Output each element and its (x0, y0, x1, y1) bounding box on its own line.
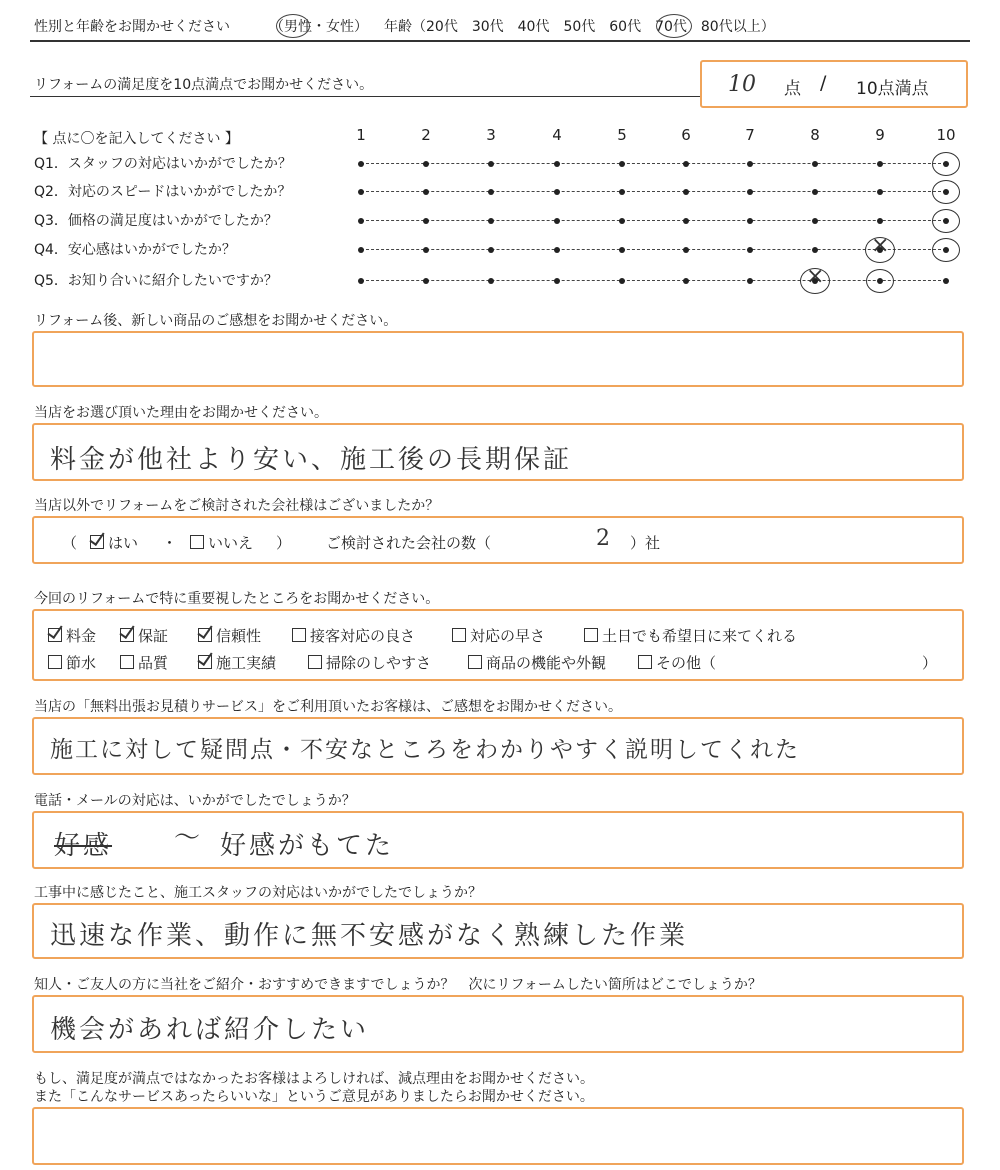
estimate-answer: 施工に対して疑問点・不安なところをわかりやすく説明してくれた (50, 737, 800, 763)
rating-point[interactable] (877, 161, 883, 167)
scale-number: 10 (936, 126, 956, 144)
priority-label: 今回のリフォームで特に重要視したところをお聞かせください。 (34, 591, 440, 607)
rating-point[interactable] (554, 247, 560, 253)
satisfaction-rule (30, 96, 700, 97)
rating-point[interactable] (943, 278, 949, 284)
question-label: Q2．対応のスピードはいかがでしたか？ (34, 184, 292, 200)
rating-point[interactable] (488, 189, 494, 195)
scale-number: 2 (421, 126, 431, 144)
scale-number: 8 (810, 126, 820, 144)
priority-other-close: ） (922, 654, 938, 672)
rating-point[interactable] (812, 247, 818, 253)
other-label: 当店以外でリフォームをご検討された会社様はございましたか？ (34, 498, 440, 514)
priority-option[interactable] (292, 625, 415, 646)
rating-point[interactable] (488, 161, 494, 167)
final-label-2: また「こんなサービスあったらいいな」というご意見がありましたらお聞かせください。 (34, 1089, 594, 1105)
checkbox-icon[interactable] (120, 628, 134, 642)
rating-point[interactable] (423, 189, 429, 195)
rating-point[interactable] (683, 189, 689, 195)
priority-option-label: 商品の機能や外観 (486, 654, 607, 672)
phone-struck-text: 好感 (54, 831, 113, 861)
priority-option[interactable] (452, 625, 545, 646)
checkbox-icon[interactable] (308, 655, 322, 669)
checkbox-icon[interactable] (198, 628, 212, 642)
rating-point[interactable] (683, 161, 689, 167)
rating-point[interactable] (683, 247, 689, 253)
rating-point[interactable] (747, 189, 753, 195)
answer-circle-mark (932, 152, 960, 176)
priority-option[interactable] (638, 652, 716, 673)
rating-point[interactable] (619, 161, 625, 167)
checkbox-icon[interactable] (198, 655, 212, 669)
answer-circle-mark (932, 238, 960, 262)
scale-number: 7 (745, 126, 755, 144)
rating-line (361, 220, 946, 221)
scale-number: 5 (617, 126, 627, 144)
rating-point[interactable] (683, 218, 689, 224)
priority-option-label: 対応の早さ (470, 627, 546, 645)
question-label: Q3．価格の満足度はいかがでしたか？ (34, 213, 278, 229)
question-label: Q4．安心感はいかがでしたか？ (34, 242, 236, 258)
checkbox-icon[interactable] (48, 655, 62, 669)
rating-point[interactable] (488, 247, 494, 253)
question-label: Q1．スタッフの対応はいかがでしたか？ (34, 156, 292, 172)
rating-point[interactable] (423, 278, 429, 284)
rating-point[interactable] (812, 189, 818, 195)
rating-point[interactable] (683, 278, 689, 284)
cross-mark-icon: × (871, 233, 890, 258)
rating-point[interactable] (358, 247, 364, 253)
impression-answer-box[interactable] (32, 331, 964, 387)
rating-point[interactable] (619, 278, 625, 284)
gender-options[interactable]: （男性・女性） (270, 19, 368, 35)
priority-option-label: 施工実績 (216, 654, 277, 672)
priority-option[interactable] (120, 652, 168, 673)
checkbox-icon[interactable] (292, 628, 306, 642)
header-rule (30, 40, 970, 42)
priority-option-label: 信頼性 (216, 627, 262, 645)
priority-option-label: その他（ (656, 654, 717, 672)
rating-point[interactable] (358, 161, 364, 167)
priority-option-label: 土日でも希望日に来てくれる (602, 627, 798, 645)
rating-point[interactable] (747, 278, 753, 284)
priority-option[interactable] (48, 625, 96, 646)
gender-circle-mark (276, 14, 310, 38)
scale-number: 6 (681, 126, 691, 144)
other-yes-option[interactable] (90, 532, 138, 553)
rating-line (361, 163, 946, 164)
checkbox-icon[interactable] (48, 628, 62, 642)
age-circle-mark (656, 14, 692, 38)
rating-point[interactable] (358, 218, 364, 224)
answer-circle-mark (866, 269, 894, 293)
estimate-answer-box[interactable] (32, 717, 964, 775)
rating-point[interactable] (423, 247, 429, 253)
answer-circle-mark (932, 180, 960, 204)
priority-option[interactable] (468, 652, 606, 673)
answer-circle-mark (932, 209, 960, 233)
final-answer-box[interactable] (32, 1107, 964, 1165)
rating-point[interactable] (619, 218, 625, 224)
reason-label: 当店をお選び頂いた理由をお聞かせください。 (34, 405, 328, 421)
gender-age-label: 性別と年齢をお聞かせください (34, 19, 230, 35)
checkbox-icon[interactable] (638, 655, 652, 669)
priority-option[interactable] (308, 652, 431, 673)
phone-answer: 好感がもてた (220, 831, 395, 861)
checkbox-icon[interactable] (90, 535, 104, 549)
checkbox-icon[interactable] (190, 535, 204, 549)
satisfaction-max: 10点満点 (856, 79, 929, 99)
rating-point[interactable] (747, 247, 753, 253)
priority-option-label: 接客対応の良さ (310, 627, 416, 645)
other-dot: ・ (162, 534, 178, 552)
rating-point[interactable] (747, 218, 753, 224)
priority-option[interactable] (584, 625, 797, 646)
staff-answer-box[interactable] (32, 903, 964, 959)
priority-option-label: 節水 (66, 654, 97, 672)
staff-label: 工事中に感じたこと、施工スタッフの対応はいかがでしたでしょうか？ (34, 885, 482, 901)
rating-line (361, 249, 946, 250)
rating-point[interactable] (747, 161, 753, 167)
scale-number: 1 (356, 126, 366, 144)
other-count: 2 (596, 526, 610, 551)
priority-option-label: 掃除のしやすさ (326, 654, 432, 672)
satisfaction-score: 10 (728, 72, 756, 97)
priority-option[interactable] (120, 625, 168, 646)
other-paren-close: ） (276, 534, 292, 552)
priority-option-label: 品質 (138, 654, 169, 672)
rating-point[interactable] (488, 218, 494, 224)
satisfaction-unit: 点 (784, 79, 801, 99)
rating-point[interactable] (554, 189, 560, 195)
rating-point[interactable] (358, 189, 364, 195)
scale-number: 3 (486, 126, 496, 144)
referral-label: 知人・ご友人の方に当社をご紹介・おすすめできますでしょうか？ 次にリフォームしたい箇所はどこでしょうか？ (34, 977, 762, 993)
checkbox-icon[interactable] (584, 628, 598, 642)
priority-option-label: 保証 (138, 627, 169, 645)
priority-option[interactable] (198, 652, 276, 673)
rating-point[interactable] (619, 247, 625, 253)
phone-label: 電話・メールの対応は、いかがでしたでしょうか？ (34, 793, 356, 809)
scale-number: 4 (552, 126, 562, 144)
referral-answer: 機会があれば紹介したい (50, 1015, 370, 1045)
rating-point[interactable] (812, 161, 818, 167)
staff-answer: 迅速な作業、動作に無不安感がなく熟練した作業 (50, 921, 689, 951)
priority-box (32, 609, 964, 681)
rating-point[interactable] (554, 218, 560, 224)
rating-point[interactable] (877, 218, 883, 224)
other-paren-open: （ (62, 534, 78, 552)
checkbox-icon[interactable] (120, 655, 134, 669)
phone-mark: 〜 (174, 823, 204, 853)
phone-answer-box[interactable] (32, 811, 964, 869)
priority-option[interactable] (48, 652, 96, 673)
rating-point[interactable] (488, 278, 494, 284)
rating-instruction: 【 点に〇を記入してください 】 (34, 131, 239, 147)
question-label: Q5．お知り合いに紹介したいですか？ (34, 273, 278, 289)
rating-point[interactable] (812, 218, 818, 224)
final-label-1: もし、満足度が満点ではなかったお客様はよろしければ、減点理由をお聞かせください。 (34, 1071, 594, 1087)
estimate-label: 当店の「無料出張お見積りサービス」をご利用頂いたお客様は、ご感想をお聞かせください。 (34, 699, 622, 715)
rating-line (361, 191, 946, 192)
other-count-label: ご検討された会社の数（ (326, 534, 492, 552)
rating-point[interactable] (554, 278, 560, 284)
rating-point[interactable] (423, 218, 429, 224)
reason-answer-box[interactable] (32, 423, 964, 481)
priority-option[interactable] (198, 625, 261, 646)
other-answer-box[interactable] (32, 516, 964, 564)
referral-answer-box[interactable] (32, 995, 964, 1053)
rating-point[interactable] (619, 189, 625, 195)
rating-point[interactable] (554, 161, 560, 167)
rating-point[interactable] (358, 278, 364, 284)
scale-number: 9 (875, 126, 885, 144)
checkbox-icon[interactable] (452, 628, 466, 642)
reason-answer: 料金が他社より安い、施工後の長期保証 (50, 445, 573, 475)
satisfaction-slash: / (820, 72, 827, 94)
cross-mark-icon: × (806, 264, 825, 289)
rating-point[interactable] (423, 161, 429, 167)
other-no-label: いいえ (208, 534, 254, 552)
impression-label: リフォーム後、新しい商品のご感想をお聞かせください。 (34, 313, 398, 329)
priority-option-label: 料金 (66, 627, 97, 645)
other-yes-label: はい (108, 534, 139, 552)
satisfaction-label: リフォームの満足度を10点満点でお聞かせください。 (34, 77, 374, 93)
checkbox-icon[interactable] (468, 655, 482, 669)
rating-line (361, 280, 946, 281)
other-count-unit: ）社 (630, 534, 661, 552)
rating-point[interactable] (877, 189, 883, 195)
age-options[interactable]: 年齢（20代 30代 40代 50代 60代 70代 80代以上） (384, 19, 775, 35)
other-no-option[interactable] (190, 532, 253, 553)
